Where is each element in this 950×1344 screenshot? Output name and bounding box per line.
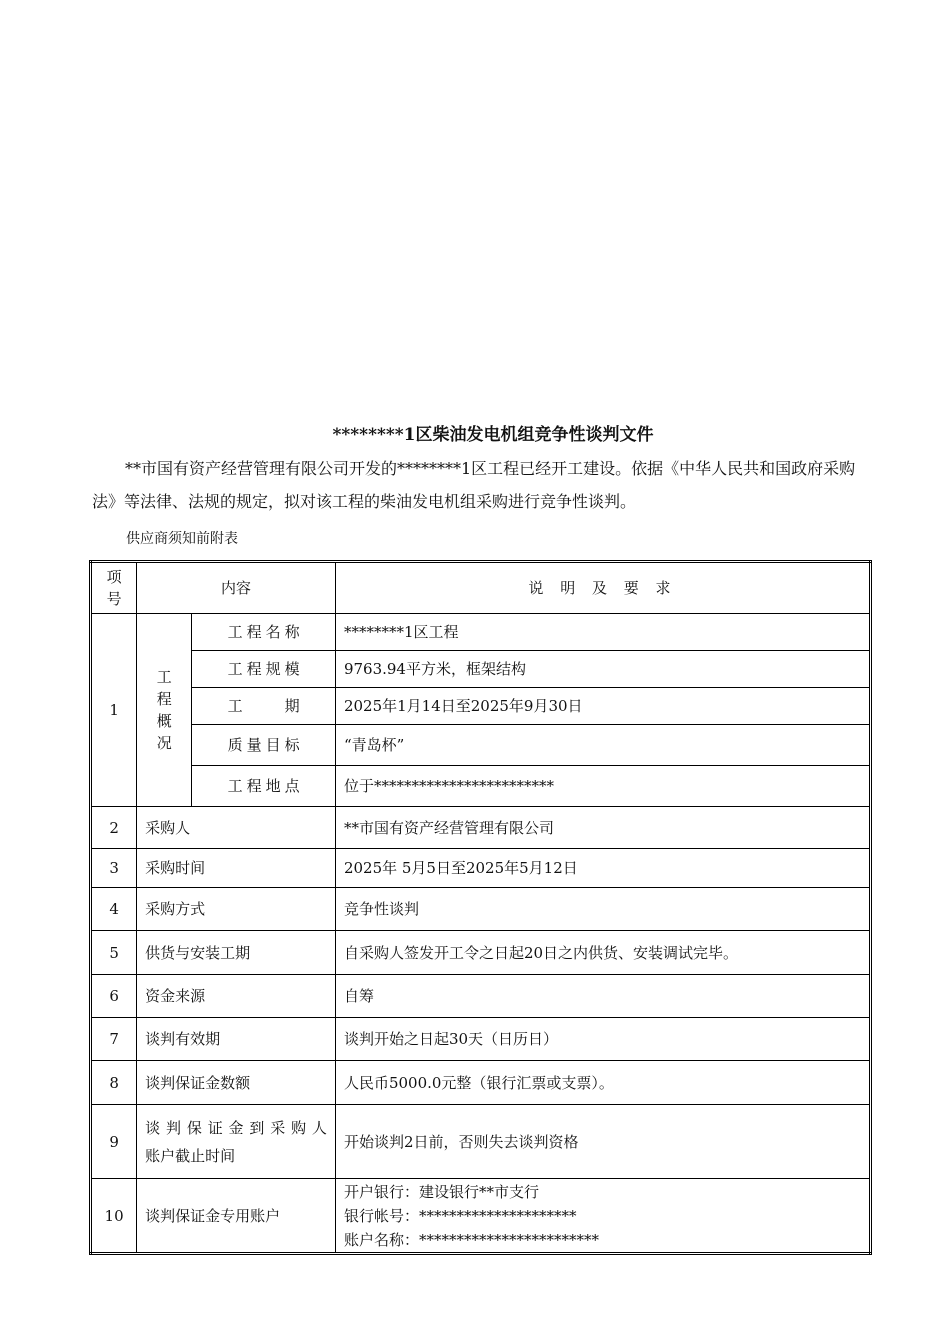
row-item-label: 谈判保证金到采购人 账户截止时间 [137,1105,336,1179]
sub-item-label: 工程名称 [192,614,336,651]
supplier-notice-table [89,560,872,1255]
table-caption: 供应商须知前附表 [126,531,238,547]
table-row [91,1179,871,1254]
table-row [91,888,871,931]
sub-item-label: 工 期 [192,688,336,725]
row-item-label: 供货与安装工期 [137,931,336,975]
row-item-label: 采购人 [137,807,336,849]
project-overview-label: 工程概况 [137,614,192,807]
header-content: 内容 [137,562,336,614]
sub-item-value: 位于************************ [335,766,870,807]
row-number: 1 [91,614,137,807]
row-item-label: 谈判有效期 [137,1018,336,1061]
row-item-label: 采购方式 [137,888,336,931]
row-item-value: 自筹 [335,975,870,1018]
table-row [91,614,871,651]
sub-item-value: ********1区工程 [335,614,870,651]
row-item-value: 竞争性谈判 [335,888,870,931]
row-item-value: 人民币5000.0元整（银行汇票或支票）。 [335,1061,870,1105]
document-title: ********1区柴油发电机组竞争性谈判文件 [332,425,654,445]
row-number: 5 [91,931,137,975]
row-item-value: 2025年 5月5日至2025年5月12日 [335,849,870,888]
table-row [91,1061,871,1105]
row-number: 8 [91,1061,137,1105]
sub-item-label: 工程规模 [192,651,336,688]
table-row [91,651,871,688]
row-number: 2 [91,807,137,849]
row-number: 9 [91,1105,137,1179]
sub-item-label: 工程地点 [192,766,336,807]
table-row [91,849,871,888]
row-item-label: 采购时间 [137,849,336,888]
row-number: 6 [91,975,137,1018]
table-row [91,975,871,1018]
table-row [91,931,871,975]
row-item-value: 谈判开始之日起30天（日历日） [335,1018,870,1061]
sub-item-value: 9763.94平方米，框架结构 [335,651,870,688]
row-item-value: 开户银行：建设银行**市支行 银行帐号：********************* 账户名称：************************ [335,1179,870,1254]
table-row [91,688,871,725]
table-header-row [91,562,871,614]
row-item-label: 资金来源 [137,975,336,1018]
table-row [91,807,871,849]
row-number: 7 [91,1018,137,1061]
row-number: 3 [91,849,137,888]
table-row [91,766,871,807]
table-row [91,1018,871,1061]
header-requirement: 说 明 及 要 求 [335,562,870,614]
intro-paragraph: **市国有资产经营管理有限公司开发的********1区工程已经开工建设。依据《中华人民共和国政府采购法》等法律、法规的规定，拟对该工程的柴油发电机组采购进行竞争性谈判。 [92,459,856,511]
row-number: 10 [91,1179,137,1254]
table-row [91,1105,871,1179]
sub-item-value: 2025年1月14日至2025年9月30日 [335,688,870,725]
table-row [91,725,871,766]
row-item-label: 谈判保证金数额 [137,1061,336,1105]
sub-item-value: “青岛杯” [335,725,870,766]
row-item-value: **市国有资产经营管理有限公司 [335,807,870,849]
row-item-value: 开始谈判2日前，否则失去谈判资格 [335,1105,870,1179]
row-item-label: 谈判保证金专用账户 [137,1179,336,1254]
sub-item-label: 质量目标 [192,725,336,766]
header-item-no: 项号 [91,562,137,614]
row-number: 4 [91,888,137,931]
row-item-value: 自采购人签发开工令之日起20日之内供货、安装调试完毕。 [335,931,870,975]
